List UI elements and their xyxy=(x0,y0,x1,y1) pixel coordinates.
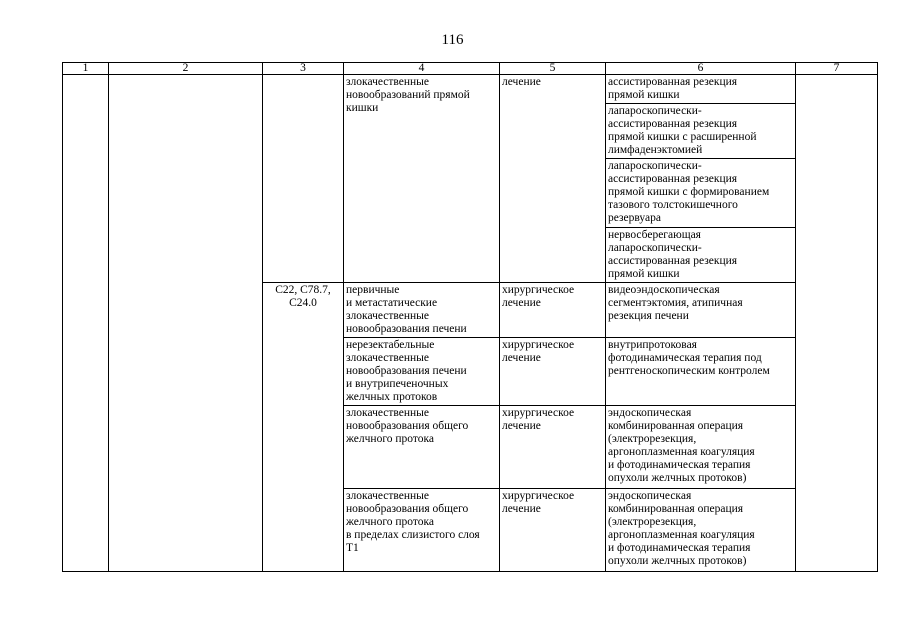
header-cell-6: 6 xyxy=(606,63,796,75)
treatment-cell: лечение xyxy=(500,75,606,283)
header-row xyxy=(63,63,878,75)
disease-cell: нерезектабельные злокачественные новообразования печени и внутрипеченочных желчных протоков xyxy=(344,338,500,406)
col2-cell xyxy=(109,75,263,572)
header-cell-4: 4 xyxy=(344,63,500,75)
disease-cell: первичные и метастатические злокачественные новообразования печени xyxy=(344,283,500,338)
method-cell: внутрипротоковая фотодинамическая терапия под рентгеноскопическим контролем xyxy=(606,338,796,406)
method-cell: лапароскопически- ассистированная резекция прямой кишки с расширенной лимфаденэктомией xyxy=(606,104,796,159)
codes-cell: C22, C78.7, C24.0 xyxy=(263,283,344,572)
disease-cell: злокачественные новообразования общего желчного протока в пределах слизистого слоя T1 xyxy=(344,489,500,572)
col1-cell xyxy=(63,75,109,572)
header-cell-1: 1 xyxy=(63,63,109,75)
treatment-cell: хирургическое лечение xyxy=(500,406,606,489)
method-cell: ассистированная резекция прямой кишки xyxy=(606,75,796,104)
method-cell: нервосберегающая лапароскопически- ассистированная резекция прямой кишки xyxy=(606,228,796,283)
header-cell-2: 2 xyxy=(109,63,263,75)
treatment-cell: хирургическое лечение xyxy=(500,489,606,572)
treatment-cell: хирургическое лечение xyxy=(500,338,606,406)
table-row xyxy=(63,75,878,104)
method-cell: видеоэндоскопическая сегментэктомия, атипичная резекция печени xyxy=(606,283,796,338)
page-number: 116 xyxy=(441,32,464,48)
disease-cell: злокачественные новообразований прямой кишки xyxy=(344,75,500,283)
header-cell-5: 5 xyxy=(500,63,606,75)
codes-cell xyxy=(263,75,344,283)
method-cell: эндоскопическая комбинированная операция (электрорезекция, аргоноплазменная коагуляция и фотодинамическая терапия опухоли желчных протоков) xyxy=(606,406,796,489)
col7-cell xyxy=(796,75,878,572)
header-cell-7: 7 xyxy=(796,63,878,75)
disease-cell: злокачественные новообразования общего желчного протока xyxy=(344,406,500,489)
header-cell-3: 3 xyxy=(263,63,344,75)
procedures-table xyxy=(62,62,878,572)
method-cell: эндоскопическая комбинированная операция (электрорезекция, аргоноплазменная коагуляция и фотодинамическая терапия опухоли желчных протоков) xyxy=(606,489,796,572)
method-cell: лапароскопически- ассистированная резекция прямой кишки с формированием тазового толстокишечного резервуара xyxy=(606,159,796,228)
treatment-cell: хирургическое лечение xyxy=(500,283,606,338)
